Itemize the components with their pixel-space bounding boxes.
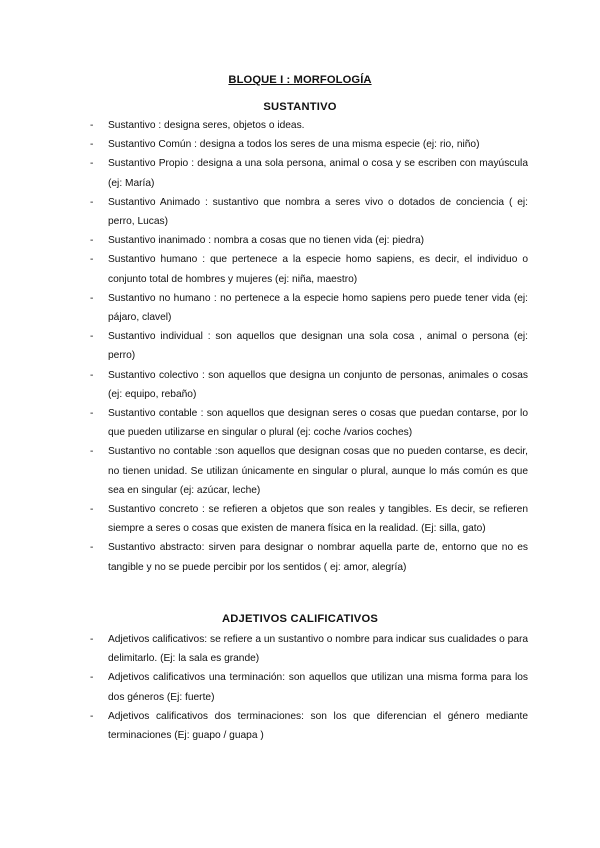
bullet-dash: - <box>90 158 94 170</box>
bullet-dash: - <box>90 254 94 266</box>
list-item <box>90 193 528 231</box>
list-item <box>90 630 528 668</box>
item-text: Sustantivo Animado : sustantivo que nombra a seres vivo o dotados de conciencia ( ej: perro, Lucas) <box>108 196 528 228</box>
list-item <box>90 135 528 154</box>
bullet-dash: - <box>90 139 94 151</box>
bullet-dash: - <box>90 196 94 208</box>
sustantivo-list <box>90 116 528 577</box>
bullet-dash: - <box>90 408 94 420</box>
bullet-dash: - <box>90 120 94 131</box>
item-text: Adjetivos calificativos una terminación: son aquellos que utilizan una misma forma para los dos géneros (Ej: fuerte) <box>108 672 528 703</box>
item-text: Sustantivo no humano : no pertenece a la especie homo sapiens pero puede tener vida (ej: pájaro, clavel) <box>108 292 528 324</box>
list-item <box>90 404 528 442</box>
item-text: Sustantivo Propio : designa a una sola persona, animal o cosa y se escriben con mayúscula (ej: María) <box>108 158 528 189</box>
item-text: Sustantivo abstracto: sirven para designar o nombrar aquella parte de, entorno que no es tangible y no se puede percibir por los sentidos ( ej: amor, alegría) <box>108 542 528 573</box>
bullet-dash: - <box>90 672 94 684</box>
item-text: Sustantivo colectivo : son aquellos que designa un conjunto de personas, animales o cosas (ej: equipo, rebaño) <box>108 369 528 400</box>
list-item <box>90 116 528 135</box>
list-item <box>90 538 528 576</box>
list-item <box>90 231 528 250</box>
item-text: Sustantivo contable : son aquellos que designan seres o cosas que puedan contarse, por lo que pueden utilizarse en singular o plural (ej: coche /varios coches) <box>108 408 528 439</box>
list-item <box>90 250 528 288</box>
item-text: Sustantivo : designa seres, objetos o ideas. <box>108 120 305 131</box>
bullet-dash: - <box>90 446 94 458</box>
list-item <box>90 154 528 192</box>
list-item <box>90 327 528 365</box>
item-text: Sustantivo inanimado : nombra a cosas que no tienen vida (ej: piedra) <box>108 235 425 247</box>
item-text: Sustantivo no contable :son aquellos que designan cosas que no pueden contarse, es decir, no tienen unidad. Se utilizan únicamente en singular o plural, aunque lo más común es que sea en singular (ej: azúcar, leche) <box>108 446 528 496</box>
section-title-sustantivo: SUSTANTIVO <box>263 101 337 113</box>
item-text: Sustantivo individual : son aquellos que designan una sola cosa , animal o persona (ej: perro) <box>108 331 528 362</box>
bullet-dash: - <box>90 292 94 304</box>
document-title: BLOQUE I : MORFOLOGÍA <box>228 74 372 86</box>
bullet-dash: - <box>90 504 94 516</box>
bullet-dash: - <box>90 542 94 554</box>
adjetivos-list <box>90 630 528 745</box>
item-text: Sustantivo Común : designa a todos los seres de una misma especie (ej: rio, niño) <box>108 139 480 151</box>
bullet-dash: - <box>90 235 94 247</box>
bullet-dash: - <box>90 331 94 343</box>
list-item <box>90 442 528 500</box>
item-text: Adjetivos calificativos dos terminaciones: son los que diferencian el género mediante terminaciones (Ej: guapo / guapa ) <box>108 710 528 742</box>
bullet-dash: - <box>90 369 94 381</box>
bullet-dash: - <box>90 710 94 722</box>
list-item <box>90 707 528 745</box>
item-text: Adjetivos calificativos: se refiere a un sustantivo o nombre para indicar sus cualidades o para delimitarlo. (Ej: la sala es grande) <box>108 634 528 665</box>
bullet-dash: - <box>90 634 94 645</box>
item-text: Sustantivo humano : que pertenece a la especie homo sapiens, es decir, el individuo o conjunto total de hombres y mujeres (ej: niña, maestro) <box>108 254 528 285</box>
list-item <box>90 289 528 327</box>
section-title-adjetivos: ADJETIVOS CALIFICATIVOS <box>221 613 379 625</box>
list-item <box>90 668 528 706</box>
item-text: Sustantivo concreto : se refieren a objetos que son reales y tangibles. Es decir, se refieren siempre a seres o cosas que existen de manera física en la realidad. (Ej: silla, gato) <box>108 504 528 535</box>
list-item <box>90 366 528 404</box>
list-item <box>90 500 528 538</box>
